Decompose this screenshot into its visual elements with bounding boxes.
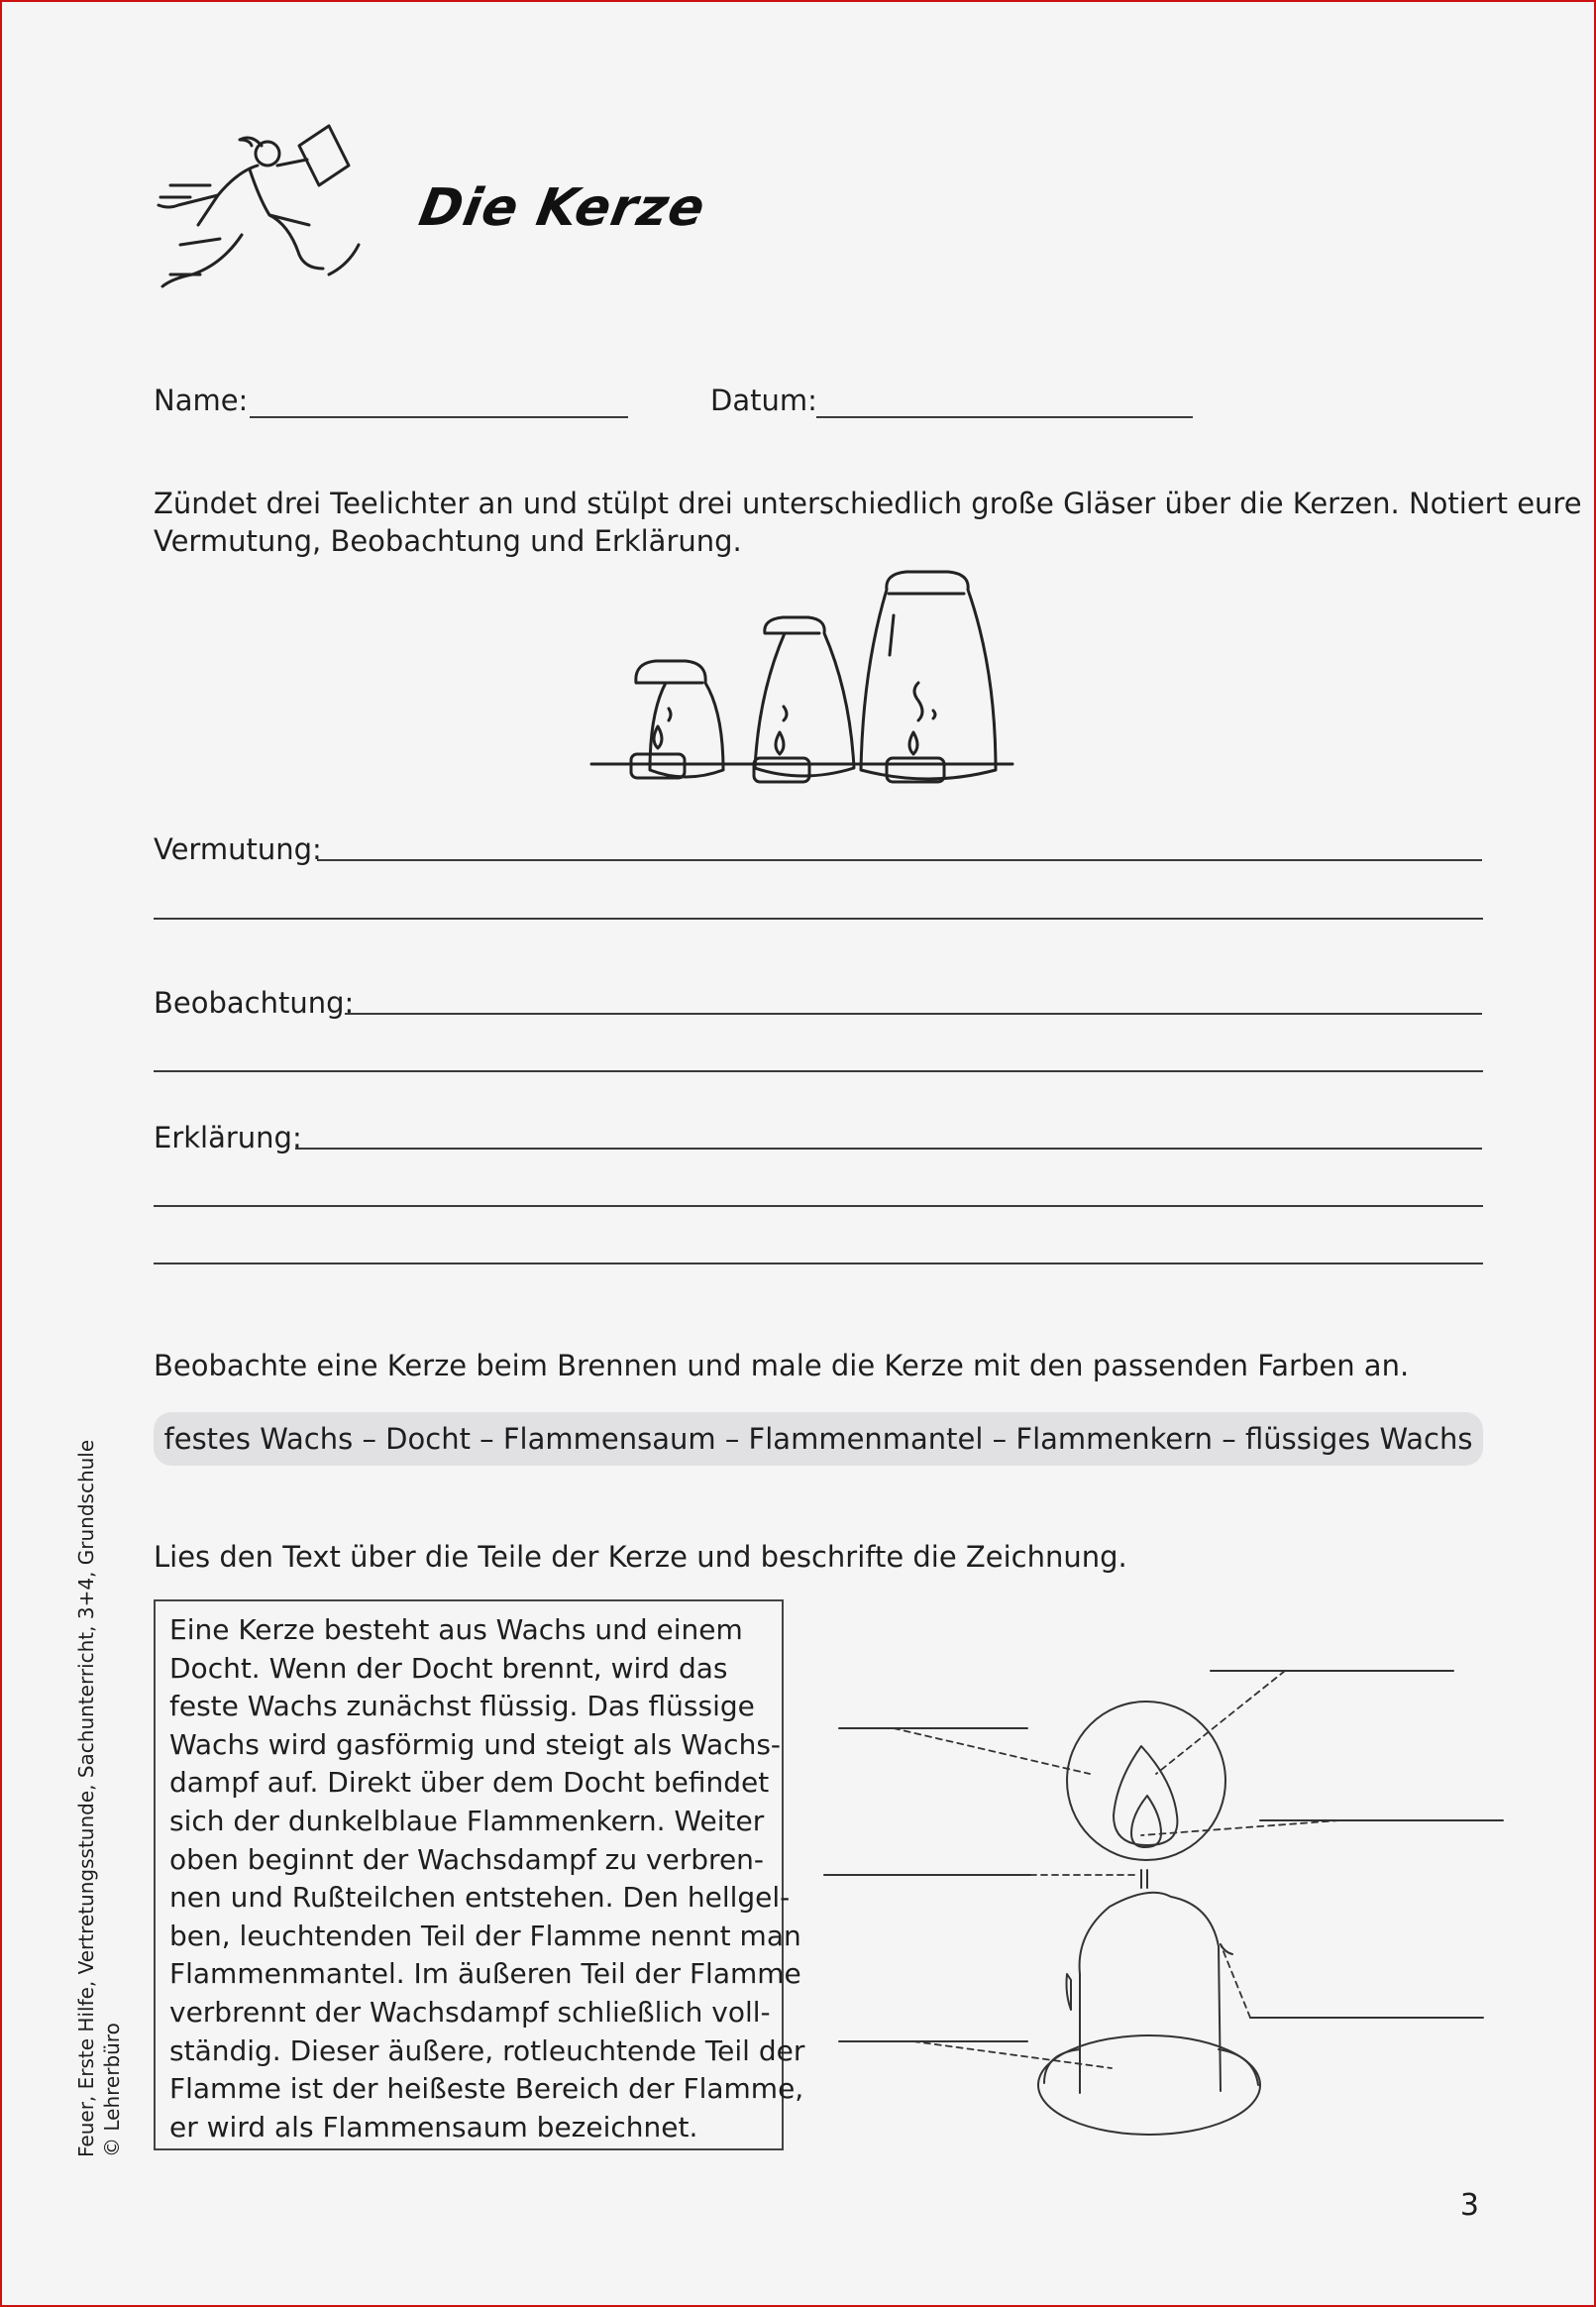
beobachtung-answer-line-1[interactable]: [345, 1013, 1482, 1015]
vermutung-answer-line-1[interactable]: [317, 859, 1482, 861]
running-figure-logo: [151, 126, 378, 294]
text-line: Eine Kerze besteht aus Wachs und einem: [169, 1613, 743, 1646]
text-line: sich der dunkelblaue Flammenkern. Weiter: [169, 1804, 765, 1837]
candle-body: [1080, 1893, 1221, 2093]
text-line: Wachs wird gasförmig und steigt als Wachs-: [169, 1727, 782, 1761]
text-line: nen und Rußteilchen entstehen. Den hellgel-: [169, 1881, 791, 1915]
flame-inner: [1131, 1796, 1161, 1847]
three-jars-illustration: [591, 572, 1017, 810]
flame-magnifier-circle: [1067, 1702, 1225, 1860]
candle-text-box: [154, 1599, 805, 2150]
date-field-line[interactable]: [816, 416, 1193, 418]
vermutung-answer-line-2[interactable]: [154, 918, 1483, 920]
erklaerung-answer-line-3[interactable]: [154, 1263, 1483, 1264]
candle-wick: [1141, 1870, 1147, 1888]
task1-instruction-line2: Vermutung, Beobachtung und Erklärung.: [154, 524, 742, 558]
erklaerung-answer-line-1[interactable]: [295, 1148, 1482, 1150]
beobachtung-answer-line-2[interactable]: [154, 1070, 1483, 1072]
vermutung-label: Vermutung:: [154, 832, 322, 866]
page-title: Die Kerze: [414, 178, 710, 238]
erklaerung-answer-line-2[interactable]: [154, 1205, 1483, 1207]
flame-outer: [1114, 1746, 1177, 1845]
task2-instruction: Beobachte eine Kerze beim Brennen und male die Kerze mit den passenden Farben an.: [154, 1349, 1410, 1382]
text-line: dampf auf. Direkt über dem Docht befindet: [169, 1766, 770, 1800]
text-line: Docht. Wenn der Docht brennt, wird das: [169, 1651, 728, 1685]
task1-instruction-line1: Zündet drei Teelichter an und stülpt drei unterschiedlich große Gläser über die Kerzen. Notiert eure: [154, 487, 1582, 520]
word-bank: [154, 1412, 1483, 1466]
date-label: Datum:: [710, 384, 817, 417]
text-line: Flamme ist der heißeste Bereich der Flamme,: [169, 2072, 804, 2106]
text-line: ständig. Dieser äußere, rotleuchtende Teil der: [169, 2033, 805, 2067]
text-line: verbrennt der Wachsdampf schließlich voll-: [169, 1995, 771, 2029]
text-line: feste Wachs zunächst flüssig. Das flüssige: [169, 1690, 755, 1723]
beobachtung-label: Beobachtung:: [154, 986, 355, 1020]
word-bank-text: festes Wachs – Docht – Flammensaum – Flammenmantel – Flammenkern – flüssiges Wachs: [163, 1422, 1473, 1456]
name-field-line[interactable]: [250, 416, 628, 418]
page-number: 3: [1459, 2188, 1479, 2223]
text-line: er wird als Flammensaum bezeichnet.: [169, 2110, 698, 2143]
text-line: oben beginnt der Wachsdampf zu verbren-: [169, 1842, 765, 1876]
text-line: Flammenmantel. Im äußeren Teil der Flamme: [169, 1957, 801, 1991]
erklaerung-label: Erklärung:: [154, 1121, 302, 1154]
candle-diagram: [814, 1647, 1508, 2162]
name-label: Name:: [154, 384, 249, 417]
side-footer-line2: © Lehrerbüro: [100, 2023, 124, 2157]
side-footer: [73, 1440, 125, 2157]
text-line: ben, leuchtenden Teil der Flamme nennt man: [169, 1919, 801, 1952]
task3-instruction: Lies den Text über die Teile der Kerze und beschrifte die Zeichnung.: [154, 1540, 1127, 1574]
side-footer-line1: Feuer, Erste Hilfe, Vertretungsstunde, Sachunterricht, 3+4, Grundschule: [74, 1439, 98, 2157]
